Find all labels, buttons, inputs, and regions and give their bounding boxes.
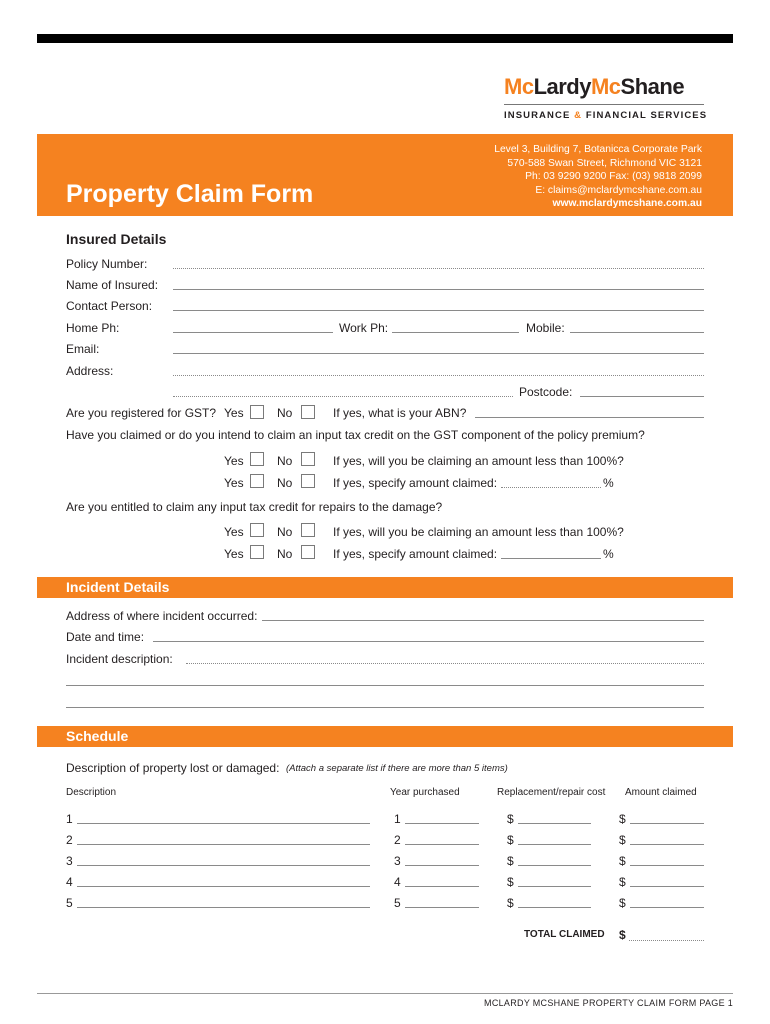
- itc1b-yes-checkbox[interactable]: [250, 474, 264, 488]
- row-amount-field[interactable]: [630, 844, 704, 845]
- postcode-field[interactable]: [580, 396, 704, 397]
- row-year-number: 2: [394, 833, 401, 847]
- itc2-amount-field[interactable]: [501, 558, 601, 559]
- row-cost-currency: $: [507, 833, 514, 847]
- section-band-schedule: [37, 726, 733, 747]
- page-footer: MCLARDY MCSHANE PROPERTY CLAIM FORM PAGE 1: [484, 998, 733, 1008]
- row-cost-field[interactable]: [518, 886, 591, 887]
- row-year-field[interactable]: [405, 907, 479, 908]
- address-field[interactable]: [173, 375, 704, 376]
- row-cost-currency: $: [507, 854, 514, 868]
- itc2b-yes-checkbox[interactable]: [250, 545, 264, 559]
- row-description-field[interactable]: [77, 844, 370, 845]
- row-year-number: 3: [394, 854, 401, 868]
- abn-question: If yes, what is your ABN?: [333, 406, 467, 420]
- incident-description-line3[interactable]: [66, 707, 704, 708]
- row-amount-field[interactable]: [630, 865, 704, 866]
- row-year-field[interactable]: [405, 886, 479, 887]
- postcode-label: Postcode:: [519, 385, 573, 399]
- contact-line: 570-588 Swan Street, Richmond VIC 3121: [507, 157, 702, 169]
- contact-line: Ph: 03 9290 9200 Fax: (03) 9818 2099: [525, 171, 702, 183]
- address-label: Address:: [66, 364, 114, 378]
- row-amount-currency: $: [619, 854, 626, 868]
- property-description-note: (Attach a separate list if there are more than 5 items): [286, 763, 508, 774]
- itc2b-no-label: No: [277, 547, 293, 561]
- contact-website: www.mclardymcshane.com.au: [552, 198, 702, 210]
- itc1b-no-label: No: [277, 476, 293, 490]
- mobile-field[interactable]: [570, 332, 704, 333]
- row-amount-currency: $: [619, 833, 626, 847]
- section-title-insured: Insured Details: [66, 231, 167, 247]
- work-ph-label: Work Ph:: [339, 321, 389, 335]
- row-year-number: 5: [394, 896, 401, 910]
- row-number: 5: [66, 896, 73, 910]
- row-description-field[interactable]: [77, 823, 370, 824]
- incident-description-field[interactable]: [186, 663, 704, 664]
- gst-question: Are you registered for GST?: [66, 406, 217, 420]
- name-of-insured-label: Name of Insured:: [66, 278, 159, 292]
- incident-address-label: Address of where incident occurred:: [66, 609, 258, 623]
- row-year-field[interactable]: [405, 865, 479, 866]
- total-currency: $: [619, 928, 626, 942]
- top-black-bar: [37, 34, 733, 43]
- home-ph-label: Home Ph:: [66, 321, 120, 335]
- date-time-label: Date and time:: [66, 630, 145, 644]
- row-amount-field[interactable]: [630, 823, 704, 824]
- itc1-yes-checkbox[interactable]: [250, 452, 264, 466]
- itc1b-no-checkbox[interactable]: [301, 474, 315, 488]
- itc1-no-label: No: [277, 454, 293, 468]
- row-amount-currency: $: [619, 812, 626, 826]
- abn-field[interactable]: [475, 417, 704, 418]
- itc2b-yes-label: Yes: [224, 547, 244, 561]
- contact-person-field[interactable]: [173, 310, 704, 311]
- footer-divider: [37, 993, 733, 994]
- row-cost-field[interactable]: [518, 907, 591, 908]
- property-description-label: Description of property lost or damaged:: [66, 761, 280, 775]
- gst-no-label: No: [277, 406, 293, 420]
- row-cost-field[interactable]: [518, 865, 591, 866]
- logo-tagline: INSURANCE & FINANCIAL SERVICES: [504, 110, 708, 121]
- gst-no-checkbox[interactable]: [301, 405, 315, 419]
- row-cost-currency: $: [507, 875, 514, 889]
- total-claimed-field[interactable]: [629, 940, 704, 941]
- itc1-yes-label: Yes: [224, 454, 244, 468]
- row-cost-currency: $: [507, 896, 514, 910]
- itc-premium-question: Have you claimed or do you intend to claim an input tax credit on the GST component of the policy premium?: [66, 428, 645, 442]
- itc2b-no-checkbox[interactable]: [301, 545, 315, 559]
- row-year-number: 4: [394, 875, 401, 889]
- column-header-year: Year purchased: [390, 787, 460, 798]
- section-title-incident: Incident Details: [66, 579, 170, 595]
- repairs-itc-question: Are you entitled to claim any input tax credit for repairs to the damage?: [66, 500, 443, 514]
- incident-description-line2[interactable]: [66, 685, 704, 686]
- row-amount-field[interactable]: [630, 886, 704, 887]
- row-number: 2: [66, 833, 73, 847]
- company-logo: [504, 74, 708, 126]
- row-cost-currency: $: [507, 812, 514, 826]
- itc1-amount-field[interactable]: [501, 487, 601, 488]
- section-title-schedule: Schedule: [66, 728, 129, 744]
- name-of-insured-field[interactable]: [173, 289, 704, 290]
- itc2-no-checkbox[interactable]: [301, 523, 315, 537]
- contact-line: Level 3, Building 7, Botanicca Corporate Park: [494, 144, 702, 155]
- row-amount-currency: $: [619, 896, 626, 910]
- row-amount-field[interactable]: [630, 907, 704, 908]
- logo-divider: [504, 104, 704, 105]
- row-year-field[interactable]: [405, 823, 479, 824]
- home-ph-field[interactable]: [173, 332, 333, 333]
- incident-address-field[interactable]: [262, 620, 704, 621]
- address-field-line2[interactable]: [173, 396, 513, 397]
- row-description-field[interactable]: [77, 886, 370, 887]
- gst-yes-label: Yes: [224, 406, 244, 420]
- header-band: [37, 134, 733, 216]
- itc2-percent: %: [603, 547, 614, 561]
- policy-number-field[interactable]: [173, 268, 704, 269]
- row-description-field[interactable]: [77, 865, 370, 866]
- email-label: Email:: [66, 342, 100, 356]
- itc1-no-checkbox[interactable]: [301, 452, 315, 466]
- contact-block: [494, 143, 702, 211]
- column-header-description: Description: [66, 787, 117, 798]
- itc2-no-label: No: [277, 525, 293, 539]
- itc2-less-question: If yes, will you be claiming an amount less than 100%?: [333, 525, 624, 539]
- policy-number-label: Policy Number:: [66, 257, 148, 271]
- contact-email: E: claims@mclardymcshane.com.au: [535, 184, 702, 196]
- row-description-field[interactable]: [77, 907, 370, 908]
- incident-description-label: Incident description:: [66, 652, 173, 666]
- work-ph-field[interactable]: [392, 332, 519, 333]
- contact-person-label: Contact Person:: [66, 299, 153, 313]
- row-cost-field[interactable]: [518, 823, 591, 824]
- gst-yes-checkbox[interactable]: [250, 405, 264, 419]
- column-header-amount: Amount claimed: [625, 787, 697, 798]
- row-year-number: 1: [394, 812, 401, 826]
- row-year-field[interactable]: [405, 844, 479, 845]
- itc2-specify-label: If yes, specify amount claimed:: [333, 547, 498, 561]
- row-cost-field[interactable]: [518, 844, 591, 845]
- mobile-label: Mobile:: [526, 321, 565, 335]
- row-amount-currency: $: [619, 875, 626, 889]
- itc1b-yes-label: Yes: [224, 476, 244, 490]
- itc1-specify-label: If yes, specify amount claimed:: [333, 476, 498, 490]
- total-claimed-label: TOTAL CLAIMED: [524, 929, 605, 940]
- column-header-cost: Replacement/repair cost: [497, 787, 606, 798]
- itc2-yes-label: Yes: [224, 525, 244, 539]
- itc1-less-question: If yes, will you be claiming an amount less than 100%?: [333, 454, 624, 468]
- date-time-field[interactable]: [153, 641, 704, 642]
- itc1-percent: %: [603, 476, 614, 490]
- logo-wordmark: McLardyMcShane: [504, 74, 685, 99]
- email-field[interactable]: [173, 353, 704, 354]
- section-band-incident: [37, 577, 733, 598]
- form-title: Property Claim Form: [66, 180, 314, 208]
- itc2-yes-checkbox[interactable]: [250, 523, 264, 537]
- row-number: 3: [66, 854, 73, 868]
- row-number: 1: [66, 812, 73, 826]
- row-number: 4: [66, 875, 73, 889]
